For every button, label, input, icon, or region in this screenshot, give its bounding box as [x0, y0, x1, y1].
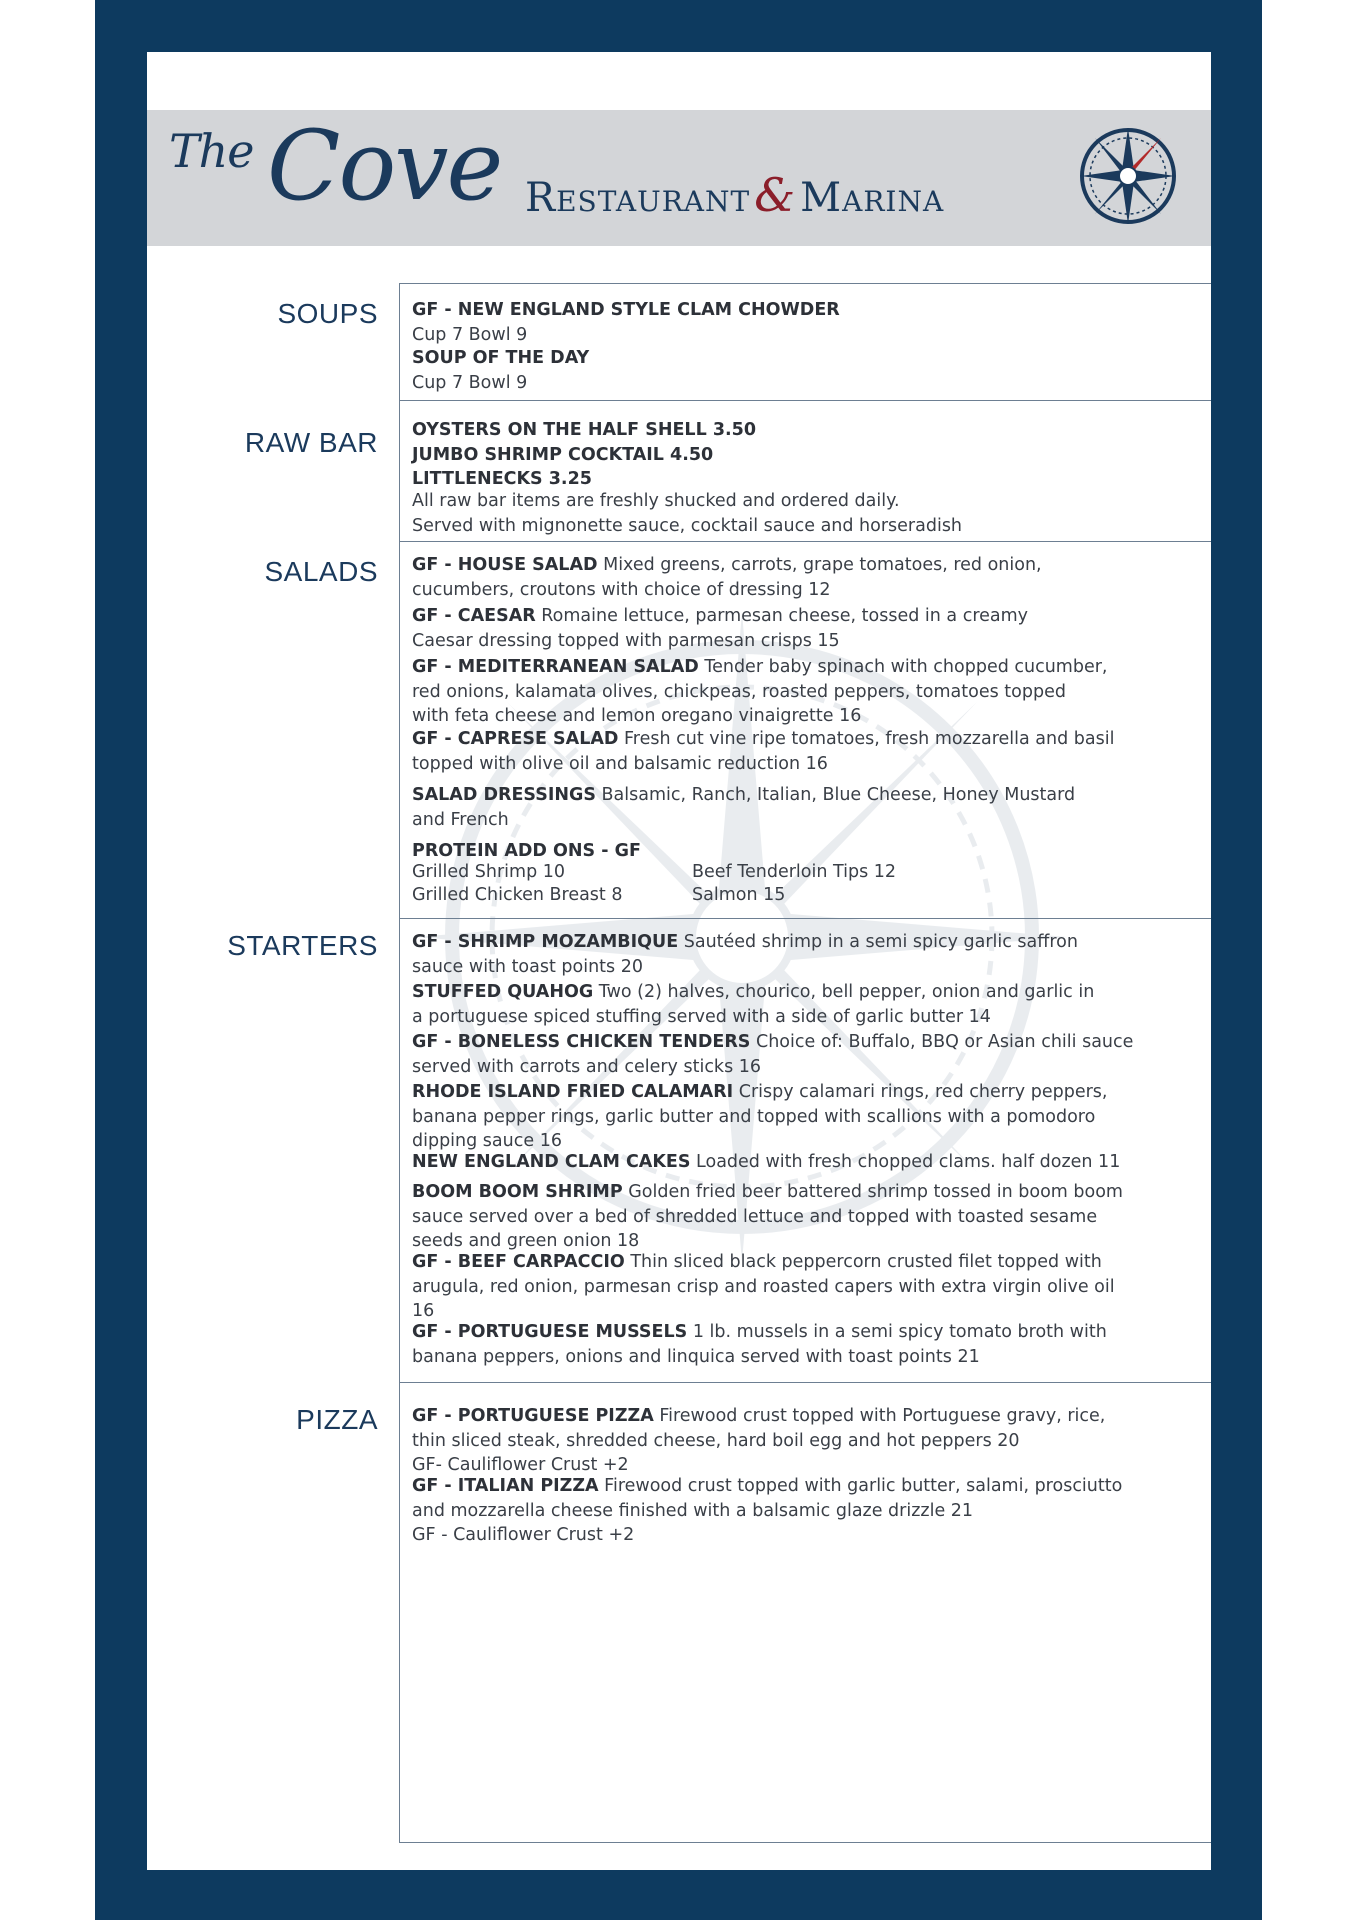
protein-title: PROTEIN ADD ONS - GF: [412, 841, 641, 861]
item-name: SALAD DRESSINGS: [412, 785, 596, 805]
section-divider: [399, 541, 1211, 542]
menu-item: GF - CAESAR Romaine lettuce, parmesan cheese, tossed in a creamy Caesar dressing topped with parmesan crisps 15: [412, 606, 1029, 651]
raw-bar-item: OYSTERS ON THE HALF SHELL 3.50: [412, 420, 757, 440]
item-name: GF - ITALIAN PIZZA: [412, 1476, 599, 1496]
menu-item: [412, 298, 1202, 347]
section-label-pizza: PIZZA: [296, 1404, 378, 1435]
protein-option: Beef Tenderloin Tips 12: [692, 862, 897, 882]
menu-page: [147, 52, 1211, 1870]
item-name: STUFFED QUAHOG: [412, 982, 594, 1002]
section-label-starters: STARTERS: [227, 930, 378, 961]
item-price: Cup 7 Bowl 9: [412, 372, 528, 393]
menu-item: GF - SHRIMP MOZAMBIQUE Sautéed shrimp in a semi spicy garlic saffron sauce with toast points 20: [412, 932, 1078, 977]
logo-cove: Cove: [267, 110, 502, 222]
menu-item: GF - CAPRESE SALAD Fresh cut vine ripe tomatoes, fresh mozzarella and basil topped with olive oil and balsamic reduction 16: [412, 729, 1115, 774]
tagline-marina: Marina: [800, 175, 945, 221]
section-label-raw-bar: RAW BAR: [244, 427, 378, 458]
raw-bar-item: JUMBO SHRIMP COCKTAIL 4.50: [412, 444, 714, 465]
item-name: RHODE ISLAND FRIED CALAMARI: [412, 1082, 734, 1102]
item-name: GF - NEW ENGLAND STYLE CLAM CHOWDER: [412, 300, 840, 320]
logo-tagline: [525, 168, 944, 222]
protein-option: Grilled Chicken Breast 8: [412, 885, 623, 905]
item-name: GF - PORTUGUESE PIZZA: [412, 1406, 654, 1426]
menu-item: BOOM BOOM SHRIMP Golden fried beer battered shrimp tossed in boom boom sauce served over a bed of shredded lettuce and topped with toasted sesame seeds and green onion 18: [412, 1182, 1123, 1251]
item-name: GF - MEDITERRANEAN SALAD: [412, 657, 699, 677]
menu-item: GF - PORTUGUESE PIZZA Firewood crust topped with Portuguese gravy, rice, thin sliced steak, shredded cheese, hard boil egg and hot peppers 20 GF- Cauliflower Crust +2: [412, 1406, 1106, 1475]
item-name: SOUP OF THE DAY: [412, 348, 590, 368]
menu-item: GF - PORTUGUESE MUSSELS 1 lb. mussels in a semi spicy tomato broth with banana peppers, onions and linquica served with toast points 21: [412, 1322, 1107, 1367]
menu-item: NEW ENGLAND CLAM CAKES Loaded with fresh chopped clams. half dozen 11: [412, 1152, 1121, 1172]
item-name: GF - CAPRESE SALAD: [412, 729, 619, 749]
tagline-restaurant: Restaurant: [525, 175, 751, 221]
protein-option: Salmon 15: [692, 885, 786, 905]
item-name: BOOM BOOM SHRIMP: [412, 1182, 623, 1202]
menu-item: STUFFED QUAHOG Two (2) halves, chourico, bell pepper, onion and garlic in a portuguese spiced stuffing served with a side of garlic butter 14: [412, 982, 1095, 1027]
protein-option: Grilled Shrimp 10: [412, 862, 566, 882]
item-name: GF - BEEF CARPACCIO: [412, 1252, 625, 1272]
menu-item: GF - BEEF CARPACCIO Thin sliced black peppercorn crusted filet topped with arugula, red onion, parmesan crisp and roasted capers with extra virgin olive oil 16: [412, 1252, 1115, 1321]
item-name: GF - BONELESS CHICKEN TENDERS: [412, 1032, 751, 1052]
menu-item: GF - ITALIAN PIZZA Firewood crust topped with garlic butter, salami, prosciutto and mozzarella cheese finished with a balsamic glaze drizzle 21 GF - Cauliflower Crust +2: [412, 1476, 1123, 1545]
section-label-salads: SALADS: [264, 556, 378, 587]
menu-item: [412, 346, 1202, 395]
item-name: GF - CAESAR: [412, 606, 536, 626]
section-divider: [399, 918, 1211, 919]
raw-bar-note: All raw bar items are freshly shucked and ordered daily. Served with mignonette sauce, cocktail sauce and horseradish: [412, 491, 963, 536]
menu-item: SALAD DRESSINGS Balsamic, Ranch, Italian, Blue Cheese, Honey Mustard and French: [412, 785, 1076, 830]
menu-item: GF - BONELESS CHICKEN TENDERS Choice of: Buffalo, BBQ or Asian chili sauce served with carrots and celery sticks 16: [412, 1032, 1134, 1077]
logo-the: The: [169, 124, 254, 178]
raw-bar-item: LITTLENECKS 3.25: [412, 469, 592, 489]
menu-item: RHODE ISLAND FRIED CALAMARI Crispy calamari rings, red cherry peppers, banana pepper rings, garlic butter and topped with scallions with a pomodoro dipping sauce 16: [412, 1082, 1108, 1151]
restaurant-header: [147, 110, 1211, 246]
section-divider: [399, 400, 1211, 401]
item-name: NEW ENGLAND CLAM CAKES: [412, 1152, 691, 1172]
raw-bar-list: [412, 418, 1202, 492]
item-name: GF - HOUSE SALAD: [412, 555, 598, 575]
menu-item: GF - MEDITERRANEAN SALAD Tender baby spinach with chopped cucumber, red onions, kalamata olives, chickpeas, roasted peppers, tomatoes topped with feta cheese and lemon oregano vinaigrette 16: [412, 657, 1108, 726]
item-name: GF - PORTUGUESE MUSSELS: [412, 1322, 688, 1342]
menu-item: GF - HOUSE SALAD Mixed greens, carrots, grape tomatoes, red onion, cucumbers, croutons with choice of dressing 12: [412, 555, 1042, 600]
section-label-soups: SOUPS: [277, 298, 378, 329]
item-name: GF - SHRIMP MOZAMBIQUE: [412, 932, 679, 952]
section-divider: [399, 1382, 1211, 1383]
compass-rose-icon: [1073, 120, 1183, 232]
item-price: Cup 7 Bowl 9: [412, 324, 528, 345]
tagline-ampersand: &: [754, 168, 797, 222]
